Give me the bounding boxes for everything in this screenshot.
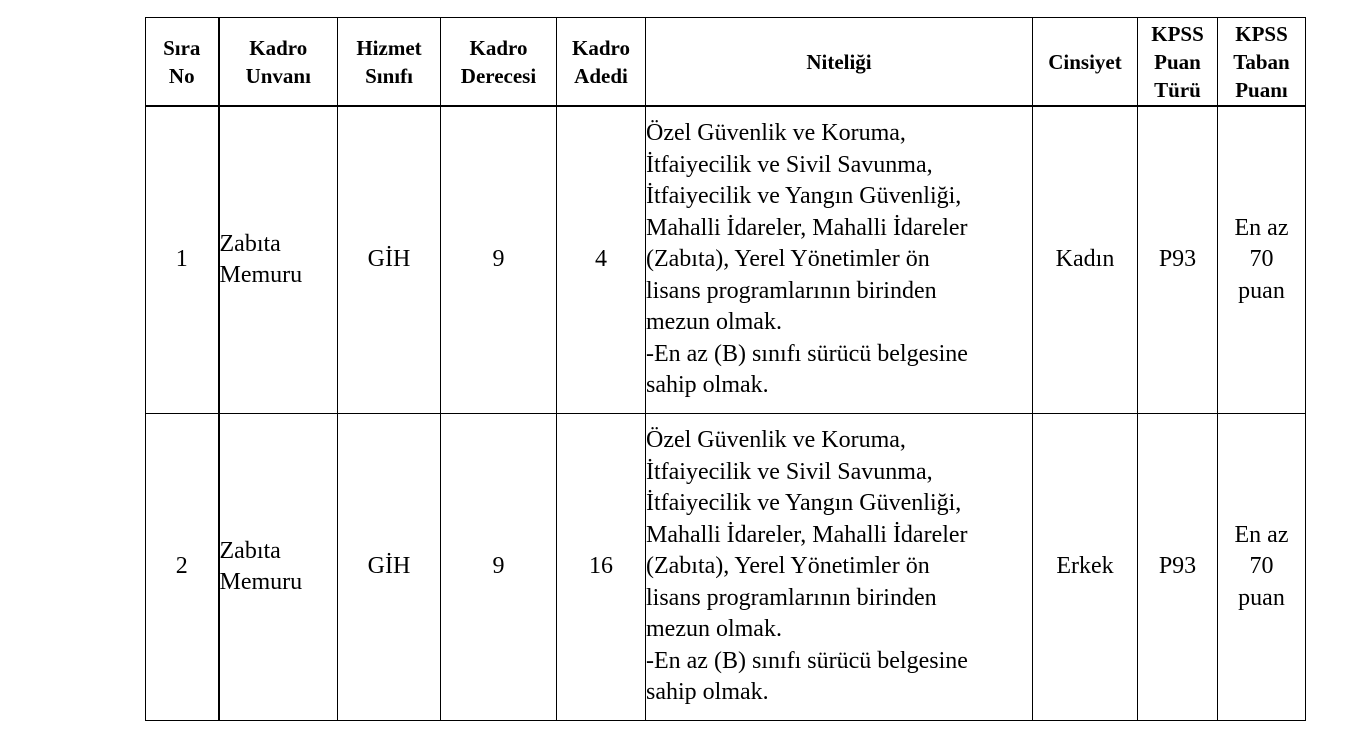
header-row	[146, 18, 1306, 107]
cell-hizmet-sinifi: GİH	[338, 414, 441, 721]
cell-kpss-puan-turu: P93	[1138, 106, 1218, 414]
header-kadro-adedi: Kadro Adedi	[557, 18, 646, 107]
table-row	[146, 106, 1306, 414]
header-cinsiyet: Cinsiyet	[1033, 18, 1138, 107]
cell-kadro-derecesi: 9	[441, 106, 557, 414]
cell-cinsiyet: Erkek	[1033, 414, 1138, 721]
header-niteligi: Niteliği	[646, 18, 1033, 107]
table-row	[146, 414, 1306, 721]
cell-kpss-taban-puani: En az 70 puan	[1218, 414, 1306, 721]
header-kadro-unvani: Kadro Unvanı	[219, 18, 338, 107]
kadro-table	[145, 17, 1306, 721]
cell-kadro-adedi: 4	[557, 106, 646, 414]
header-sira-no: Sıra No	[146, 18, 219, 107]
cell-cinsiyet: Kadın	[1033, 106, 1138, 414]
cell-kpss-taban-puani: En az 70 puan	[1218, 106, 1306, 414]
cell-kadro-unvani: Zabıta Memuru	[219, 414, 338, 721]
cell-sira-no: 2	[146, 414, 219, 721]
header-kpss-taban-puani: KPSS Taban Puanı	[1218, 18, 1306, 107]
header-kadro-derecesi: Kadro Derecesi	[441, 18, 557, 107]
cell-niteligi: Özel Güvenlik ve Koruma, İtfaiyecilik ve Sivil Savunma, İtfaiyecilik ve Yangın Güvenliği, Mahalli İdareler, Mahalli İdareler (Zabıta), Yerel Yönetimler ön lisans programlarının birinden mezun olmak. -En az (B) sınıfı sürücü belgesine sahip olmak.	[646, 106, 1033, 414]
cell-sira-no: 1	[146, 106, 219, 414]
cell-kadro-adedi: 16	[557, 414, 646, 721]
header-kpss-puan-turu: KPSS Puan Türü	[1138, 18, 1218, 107]
cell-kadro-derecesi: 9	[441, 414, 557, 721]
cell-niteligi: Özel Güvenlik ve Koruma, İtfaiyecilik ve Sivil Savunma, İtfaiyecilik ve Yangın Güvenliği, Mahalli İdareler, Mahalli İdareler (Zabıta), Yerel Yönetimler ön lisans programlarının birinden mezun olmak. -En az (B) sınıfı sürücü belgesine sahip olmak.	[646, 414, 1033, 721]
cell-kpss-puan-turu: P93	[1138, 414, 1218, 721]
cell-hizmet-sinifi: GİH	[338, 106, 441, 414]
header-hizmet-sinifi: Hizmet Sınıfı	[338, 18, 441, 107]
cell-kadro-unvani: Zabıta Memuru	[219, 106, 338, 414]
